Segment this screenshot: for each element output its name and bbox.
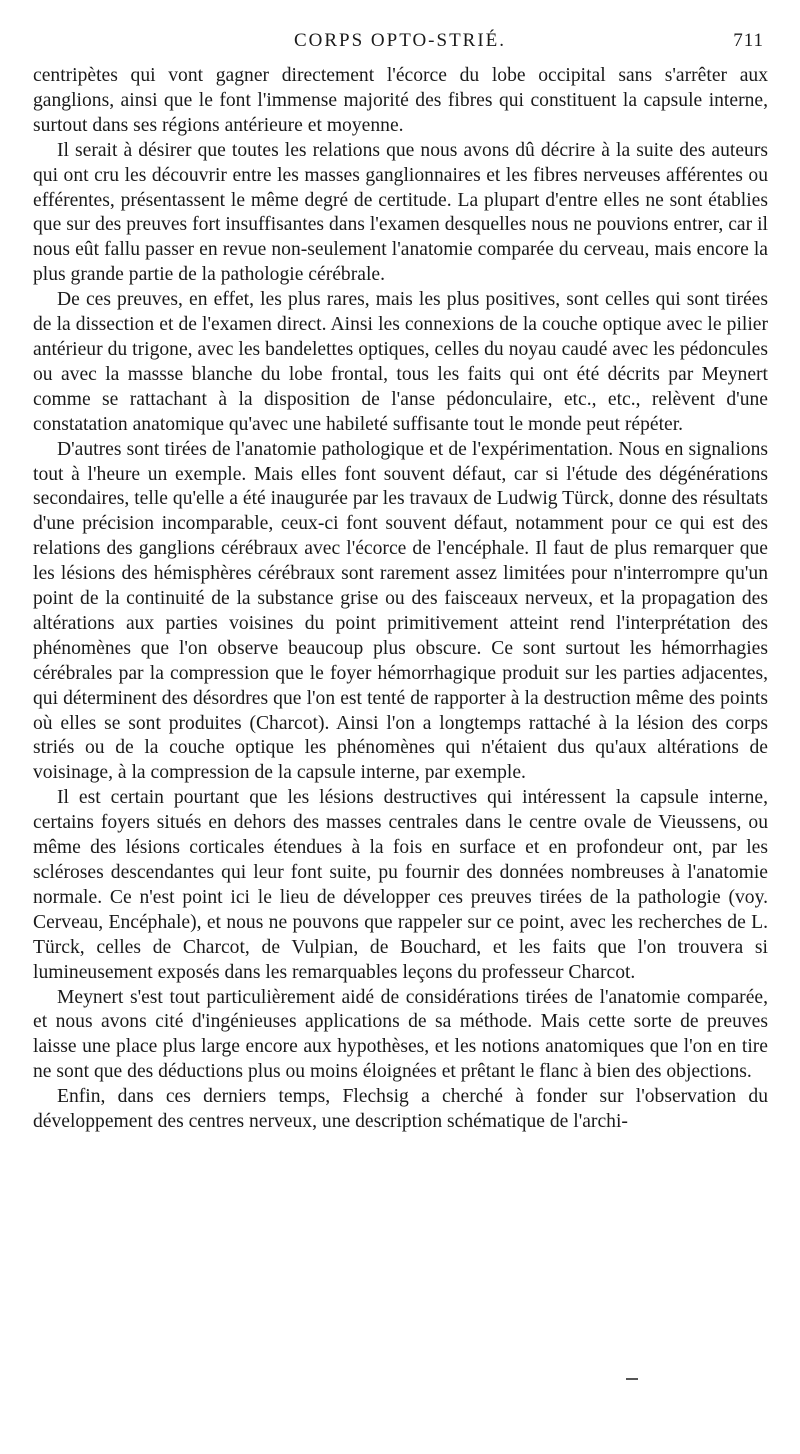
body-text — [33, 64, 768, 1135]
paragraph: D'autres sont tirées de l'anatomie pathologique et de l'expérimentation. Nous en signalions tout à l'heure un exemple. Mais elles font souvent défaut, car si l'étude des dégénérations secondaires, telle qu'elle a été inaugurée par les travaux de Ludwig Türck, donne des résultats d'une précision incomparable, ceux-ci font souvent défaut, notamment pour ce qui est des relations des ganglions cérébraux avec l'écorce de l'encéphale. Il faut de plus remarquer que les lésions des hémisphères cérébraux sont rarement assez limitées pour n'interrompre qu'un point de la continuité de la substance grise ou des faisceaux nerveux, et la propagation des altérations aux parties voisines du point primitivement atteint rend l'interprétation des phénomènes que l'on observe beaucoup plus obscure. Ce sont surtout les hémorrhagies cérébrales par la compression que le foyer hémorrhagique produit sur les parties adjacentes, qui déterminent des désordres que l'on est tenté de rapporter à la destruction même des points où elles se sont produites (Charcot). Ainsi l'on a longtemps rattaché à la lésion des corps striés ou de la couche optique les phénomènes qui n'étaient dus qu'aux altérations de voisinage, à la compression de la capsule interne, par exemple. — [33, 438, 768, 784]
paragraph: Enfin, dans ces derniers temps, Flechsig a cherché à fonder sur l'observation du développement des centres nerveux, une description schématique de l'archi- — [33, 1086, 768, 1133]
paragraph: Meynert s'est tout particulièrement aidé de considérations tirées de l'anatomie comparée, et nous avons cité d'ingénieuses applications de sa méthode. Mais cette sorte de preuves laisse une place plus large encore aux hypothèses, et les notions anatomiques que l'on en tire ne sont que des déductions plus ou moins éloignées et prêtant le flanc à bien des objections. — [33, 986, 768, 1083]
page-number: 711 — [733, 30, 764, 51]
paragraph-continuation: centripètes qui vont gagner directement l'écorce du lobe occipital sans s'arrêter aux ganglions, ainsi que le font l'immense majorité des fibres qui constituent la capsule interne, surtout dans ses régions antérieure et moyenne. — [33, 65, 768, 136]
footer-mark — [626, 1378, 638, 1380]
paragraph: De ces preuves, en effet, les plus rares, mais les plus positives, sont celles qui sont tirées de la dissection et de l'examen direct. Ainsi les connexions de la couche optique avec le pilier antérieur du trigone, avec les bandelettes optiques, celles du noyau caudé avec les pédoncules ou avec la massse blanche du lobe frontal, tous les faits qui ont été décrits par Meynert comme se rattachant à la disposition de l'anse pédonculaire, etc., etc., relèvent d'une constatation anatomique qu'avec une habileté suffisante tout le monde peut répéter. — [33, 289, 768, 435]
running-title: CORPS OPTO-STRIÉ. — [293, 30, 507, 51]
paragraph: Il serait à désirer que toutes les relations que nous avons dû décrire à la suite des auteurs qui ont cru les découvrir entre les masses ganglionnaires et les fibres nerveuses afférentes ou efférentes, présentassent le même degré de certitude. La plupart d'entre elles ne sont établies que sur des preuves fort insuffisantes dans l'examen desquelles nous ne pouvions entrer, car il nous eût fallu passer en revue non-seulement l'anatomie comparée du cerveau, mais encore la plus grande partie de la pathologie cérébrale. — [33, 139, 768, 286]
paragraph: Il est certain pourtant que les lésions destructives qui intéressent la capsule interne, certains foyers situés en dehors des masses centrales dans le centre ovale de Vieussens, ou même des lésions corticales étendues à la fois en surface et en profondeur ont, par les scléroses descendantes qui leur font suite, pu fournir des données nombreuses à l'anatomie normale. Ce n'est point ici le lieu de développer ces preuves tirées de la pathologie (voy. Cerveau, Encéphale), et nous ne pouvons que rappeler sur ce point, avec les recherches de L. Türck, celles de Charcot, de Vulpian, de Bouchard, et les faits que l'on trouvera si lumineusement exposés dans les remarquables leçons du professeur Charcot. — [33, 787, 768, 983]
page-header — [0, 30, 800, 62]
